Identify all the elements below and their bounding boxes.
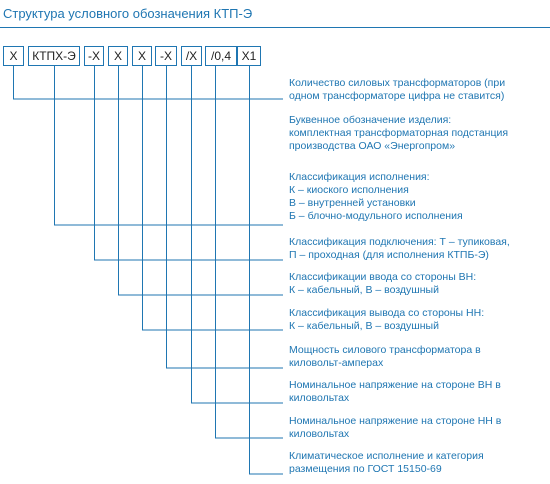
desc-line: Климатическое исполнение и категория [289,450,484,462]
code-part-climate: Х1 [237,46,261,66]
diagram-title: Структура условного обозначения КТП-Э [3,6,253,21]
desc-line: киловольтах [289,428,350,440]
code-part-product: КТПХ-Э [28,46,80,66]
desc-line: П – проходная (для исполнения КТПБ-Э) [289,249,489,261]
desc-line: размещения по ГОСТ 15150-69 [289,463,442,475]
desc-connection-class [289,236,547,262]
desc-lv-output-class [289,307,547,333]
connector-line-product [55,66,284,225]
desc-line: Классификация исполнения: [289,171,430,183]
code-part-power: /Х [181,46,202,66]
code-part-hv-input: Х [132,46,152,66]
connector-line-connection [119,66,284,295]
desc-line: Классификация вывода со стороны НН: [289,307,485,319]
desc-line: Буквенное обозначение изделия: [289,114,452,126]
desc-line: одном трансформаторе цифра не ставится) [289,90,505,102]
desc-transformer-power [289,344,547,370]
desc-execution-class [289,171,547,223]
connector-line-climate [250,66,284,474]
desc-line: Классификация подключения: Т – тупиковая, [289,236,510,248]
desc-hv-input-class [289,271,547,297]
desc-transformer-count [289,77,547,103]
connector-line-lv-output [167,66,284,368]
desc-line: киловольт-амперах [289,357,384,369]
connector-line-execution [95,66,284,260]
desc-line: Номинальное напряжение на стороне ВН в [289,379,501,391]
desc-line: Номинальное напряжение на стороне НН в [289,415,502,427]
connector-line-power [192,66,284,403]
desc-line: Количество силовых трансформаторов (при [289,77,506,89]
connector-line-count [14,66,284,99]
code-part-lv-output: -Х [155,46,177,66]
code-part-hv-voltage: /0,4 [205,46,237,66]
connector-line-hv-input [143,66,284,330]
code-part-connection: Х [108,46,128,66]
desc-lv-voltage [289,415,547,441]
desc-line: К – киоского исполнения [289,184,409,196]
desc-hv-voltage [289,379,547,405]
code-part-execution: -Х [84,46,104,66]
desc-climate-category [289,450,547,476]
code-part-count: Х [3,46,24,66]
desc-line: В – внутренней установки [289,197,416,209]
desc-line: комплектная трансформаторная подстанция [289,127,509,139]
desc-line: К – кабельный, В – воздушный [289,284,439,296]
desc-line: киловольтах [289,392,350,404]
desc-line: Мощность силового трансформатора в [289,344,481,356]
desc-line: К – кабельный, В – воздушный [289,320,439,332]
desc-line: Б – блочно-модульного исполнения [289,210,463,222]
desc-product-code [289,114,547,153]
desc-line: производства ОАО «Энергопром» [289,140,456,152]
desc-line: Классификации ввода со стороны ВН: [289,271,477,283]
